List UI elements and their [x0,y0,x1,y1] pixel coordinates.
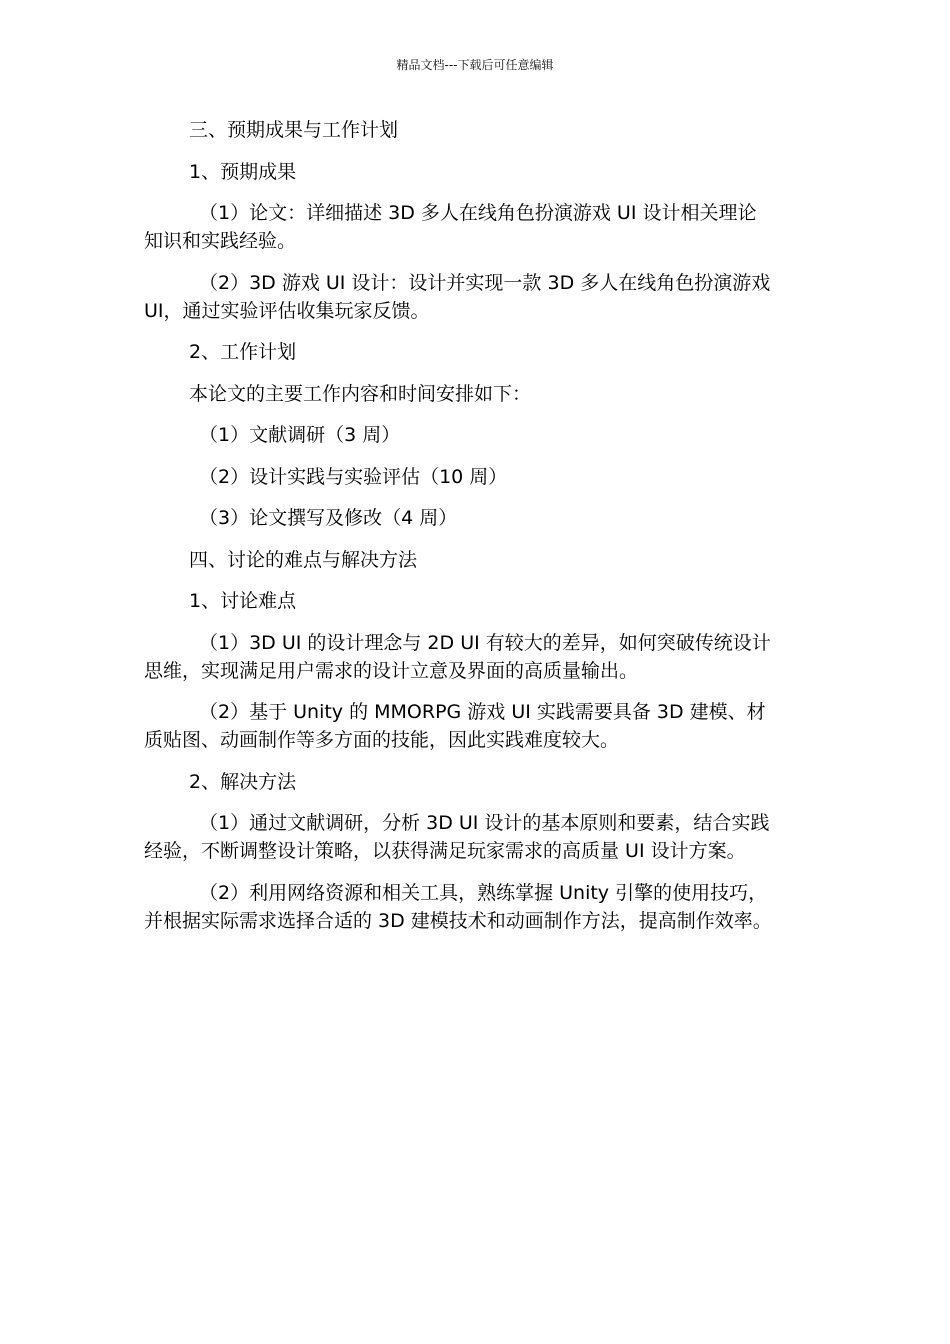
document-body [144,116,824,948]
difficulty-1-line-2: 思维，实现满足用户需求的设计立意及界面的高质量输出。 [144,659,639,682]
plan-item-design-practice: （2）设计实践与实验评估（10 周） [199,465,508,488]
solution-2-paragraph [144,879,824,935]
solution-1-line-1: （1）通过文献调研，分析 3D UI 设计的基本原则和要素，结合实践 [199,812,770,834]
outcome-thesis-line-1: （1）论文：详细描述 3D 多人在线角色扮演游戏 UI 设计相关理论 [199,202,757,224]
difficulty-1-line-1: （1）3D UI 的设计理念与 2D UI 有较大的差异，如何突破传统设计 [199,631,771,654]
plan-intro: 本论文的主要工作内容和时间安排如下： [189,382,532,405]
solution-1-line-2: 经验，不断调整设计策略，以获得满足玩家需求的高质量 UI 设计方案。 [144,840,746,862]
outcome-thesis-paragraph [144,199,824,255]
solution-2-line-2: 并根据实际需求选择合适的 3D 建模技术和动画制作方法，提高制作效率。 [144,909,772,932]
plan-item-writing: （3）论文撰写及修改（4 周） [199,507,458,529]
solution-2-line-1: （2）利用网络资源和相关工具，熟练掌握 Unity 引擎的使用技巧， [199,881,768,904]
difficulty-1-paragraph [144,629,824,685]
outcome-ui-design-line-2: UI，通过实验评估收集玩家反馈。 [144,299,430,322]
page-header: 精品文档---下载后可任意编辑 [396,58,554,72]
difficulty-2-line-1: （2）基于 Unity 的 MMORPG 游戏 UI 实践需要具备 3D 建模、材 [199,701,766,723]
solution-1-paragraph [144,809,824,865]
outcome-thesis-line-2: 知识和实践经验。 [144,230,297,252]
subheading-expected-results: 1、预期成果 [189,160,297,183]
section-3-heading: 三、预期成果与工作计划 [189,119,399,141]
outcome-ui-design-paragraph [144,269,824,325]
subheading-work-plan: 2、工作计划 [189,341,297,363]
difficulty-2-line-2: 质贴图、动画制作等多方面的技能，因此实践难度较大。 [144,729,620,751]
section-4-heading: 四、讨论的难点与解决方法 [189,548,418,571]
outcome-ui-design-line-1: （2）3D 游戏 UI 设计：设计并实现一款 3D 多人在线角色扮演游戏 [199,271,771,294]
plan-item-literature: （1）文献调研（3 周） [199,424,401,446]
subheading-solutions: 2、解决方法 [189,770,297,793]
subheading-difficulties: 1、讨论难点 [189,590,297,612]
difficulty-2-paragraph [144,698,824,754]
